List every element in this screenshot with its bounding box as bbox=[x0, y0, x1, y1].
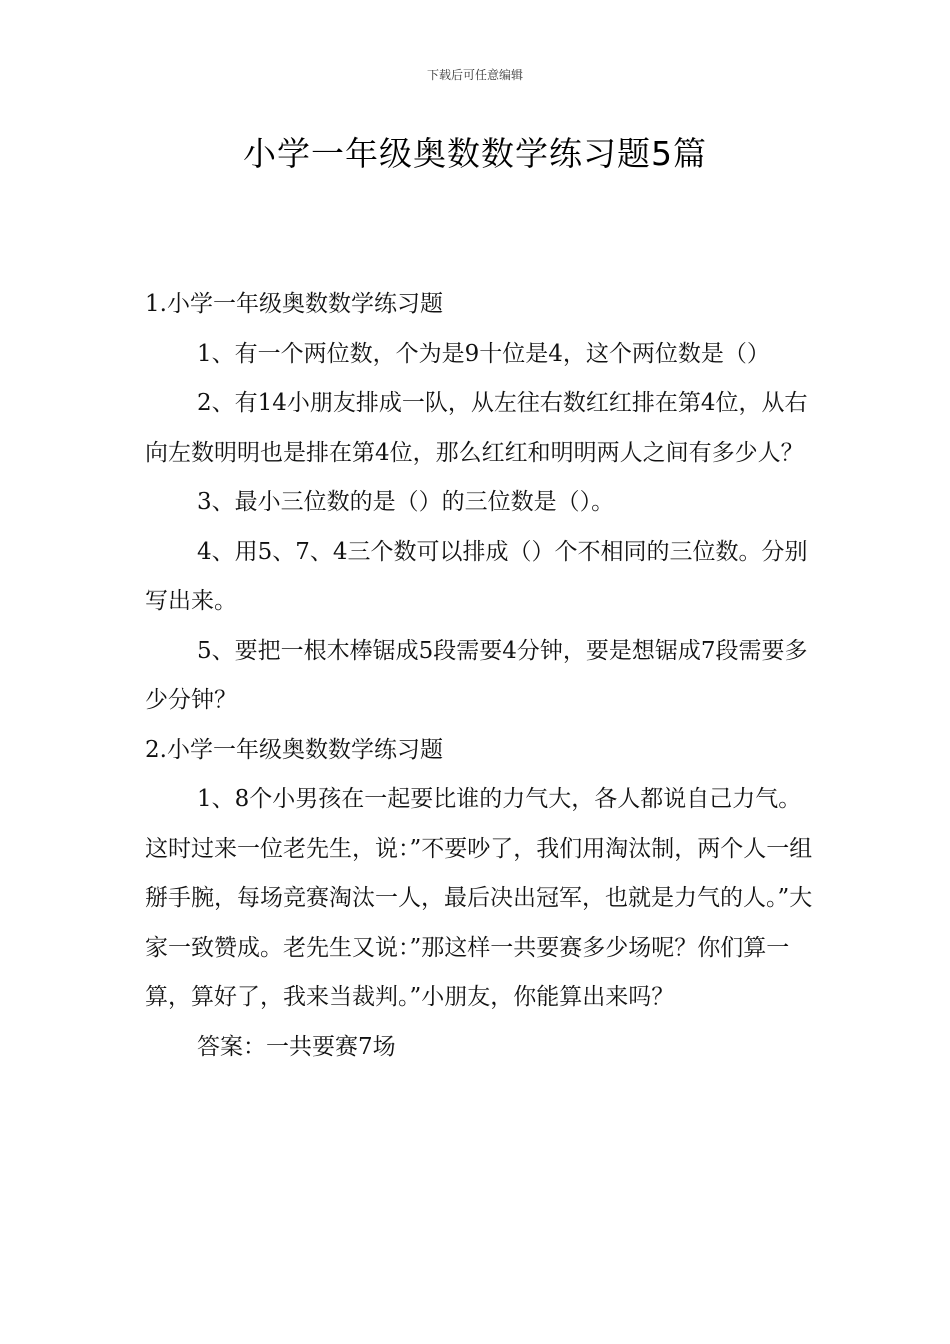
question-paragraph: 4、用5、7、4三个数可以排成（）个不相同的三位数。分别写出来。 bbox=[145, 538, 808, 614]
document-title: 小学一年级奥数数学练习题5篇 bbox=[243, 134, 707, 173]
section-heading: 2.小学一年级奥数数学练习题 bbox=[145, 736, 443, 763]
document-body bbox=[145, 280, 813, 1072]
question-paragraph: 2、有14小朋友排成一队，从左往右数红红排在第4位，从右向左数明明也是排在第4位，那么红红和明明两人之间有多少人？ bbox=[145, 390, 808, 466]
question-paragraph: 5、要把一根木棒锯成5段需要4分钟，要是想锯成7段需要多少分钟？ bbox=[145, 637, 808, 713]
header-note: 下载后可任意编辑 bbox=[426, 68, 523, 82]
question-paragraph: 3、最小三位数的是（）的三位数是（）。 bbox=[197, 489, 615, 515]
question-paragraph: 1、有一个两位数，个为是9十位是4，这个两位数是（） bbox=[197, 340, 770, 367]
question-paragraph: 1、8个小男孩在一起要比谁的力气大，各人都说自己力气。这时过来一位老先生，说：”不要吵了，我们用淘汰制，两个人一组掰手腕，每场竞赛淘汰一人，最后决出冠军，也就是力气的人。”大家一致赞成。老先生又说：”那这样一共要赛多少场呢？你们算一算，算好了，我来当裁判。”小朋友，你能算出来吗？ bbox=[145, 786, 813, 1010]
answer-paragraph: 答案：一共要赛7场 bbox=[197, 1033, 396, 1060]
section-heading: 1.小学一年级奥数数学练习题 bbox=[145, 291, 443, 317]
